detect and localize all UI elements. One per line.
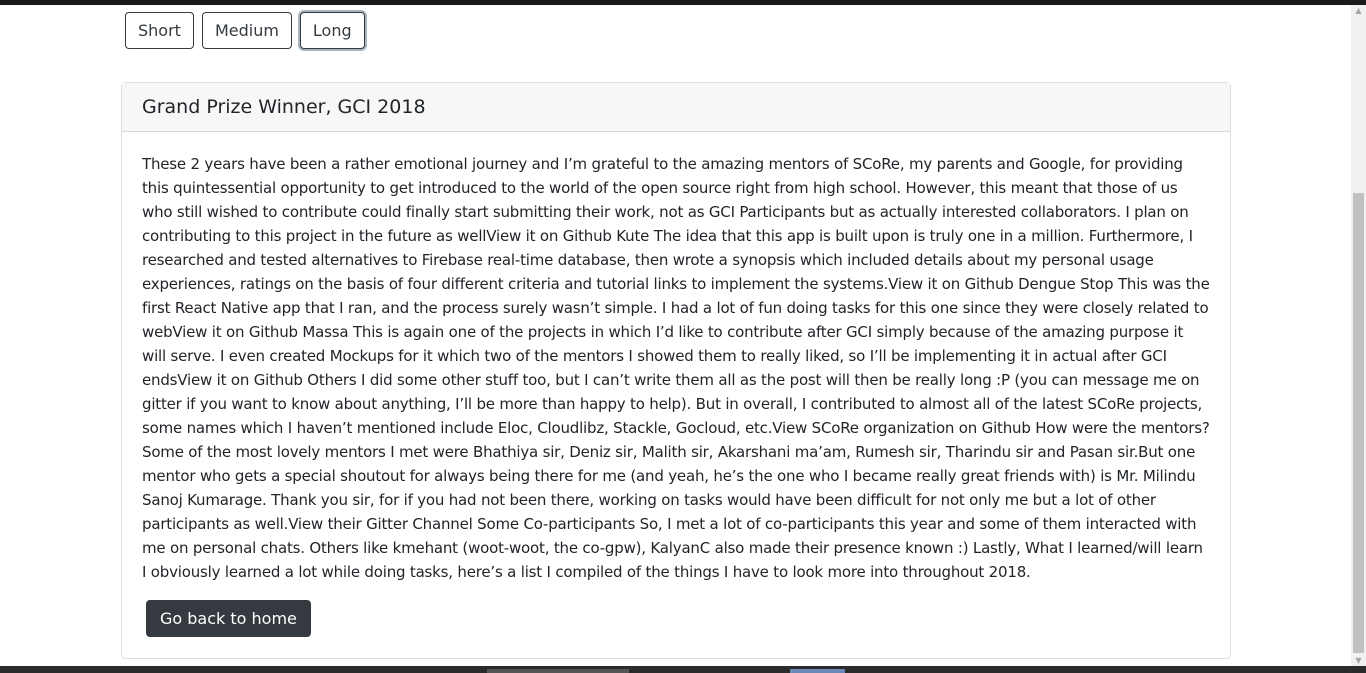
length-selector bbox=[125, 12, 365, 49]
card-header bbox=[122, 83, 1230, 132]
card-title: Grand Prize Winner, GCI 2018 bbox=[142, 96, 426, 118]
vertical-scrollbar[interactable] bbox=[1351, 5, 1366, 667]
post-card bbox=[121, 82, 1231, 659]
scroll-up-icon[interactable]: ▲ bbox=[1355, 6, 1362, 15]
go-home-button[interactable]: Go back to home bbox=[146, 600, 311, 637]
browser-top-edge bbox=[0, 0, 1366, 5]
short-button[interactable]: Short bbox=[125, 12, 194, 49]
medium-button[interactable]: Medium bbox=[202, 12, 292, 49]
taskbar-item[interactable] bbox=[487, 669, 629, 673]
scroll-down-icon[interactable]: ▼ bbox=[1355, 656, 1362, 665]
card-body bbox=[122, 132, 1230, 637]
long-button[interactable]: Long bbox=[300, 12, 365, 49]
scroll-thumb[interactable] bbox=[1353, 193, 1364, 653]
post-text: These 2 years have been a rather emotional journey and I’m grateful to the amazing mentors of SCoRe, my parents and Google, for providing this quintessential opportunity to get introduced to the world of the open source right from high school. However, this meant that those of us who still wished to contribute could finally start submitting their work, not as GCI Participants but as actually interested collaborators. I plan on contributing to this project in the future as wellView it on Github Kute The idea that this app is built upon is truly one in a million. Furthermore, I researched and tested alternatives to Firebase real-time database, then wrote a synopsis which included details about my personal usage experiences, ratings on the basis of four different criteria and tutorial links to implement the systems.View it on Github Dengue Stop This was the first React Native app that I ran, and the process surely wasn’t simple. I had a lot of fun doing tasks for this one since they were closely related to webView it on Github Massa This is again one of the projects in which I’d like to contribute after GCI simply because of the amazing purpose it will serve. I even created Mockups for it which two of the mentors I showed them to really liked, so I’ll be implementing it in actual after GCI endsView it on Github Others I did some other stuff too, but I can’t write them all as the post will then be really long :P (you can message me on gitter if you want to know about anything, I’ll be more than happy to help). But in overall, I contributed to almost all of the latest SCoRe projects, some names which I haven’t mentioned include Eloc, Cloudlibz, Stackle, Gocloud, etc.View SCoRe organization on Github How were the mentors? Some of the most lovely mentors I met were Bhathiya sir, Deniz sir, Malith sir, Akarshani ma’am, Rumesh sir, Tharindu sir and Pasan sir.But one mentor who gets a special shoutout for always being there for me (and yeah, he’s the one who I became really great friends with) is Mr. Milindu Sanoj Kumarage. Thank you sir, for if you had not been there, working on tasks would have been difficult for not only me but a lot of other participants as well.View their Gitter Channel Some Co-participants So, I met a lot of co-participants this year and some of them interacted with me on personal chats. Others like kmehant (woot-woot, the co-gpw), KalyanC also made their presence known :) Lastly, What I learned/will learn I obviously learned a lot while doing tasks, here’s a list I compiled of the things I have to look more into throughout 2018. bbox=[142, 155, 1210, 581]
taskbar-item-active[interactable] bbox=[790, 669, 845, 673]
taskbar-edge bbox=[0, 666, 1366, 673]
